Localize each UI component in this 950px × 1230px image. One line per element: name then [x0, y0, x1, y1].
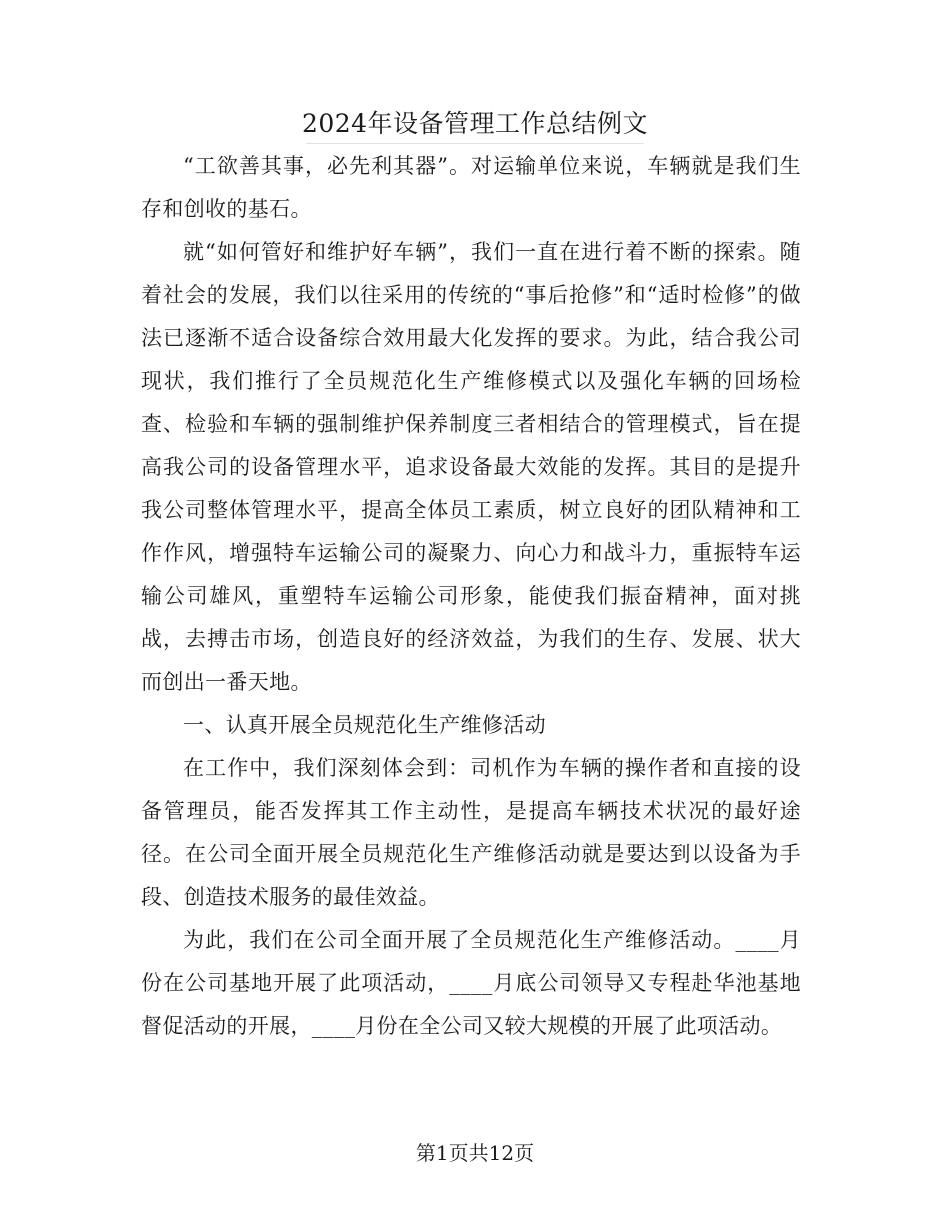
- paragraph-1: “工欲善其事，必先利其器”。对运输单位来说，车辆就是我们生存和创收的基石。: [141, 154, 801, 221]
- section-heading-1: 一、认真开展全员规范化生产维修活动: [183, 713, 546, 737]
- paragraph-3: 在工作中，我们深刻体会到：司机作为车辆的操作者和直接的设备管理员，能否发挥其工作主动性，是提高车辆技术状况的最好途径。在公司全面开展全员规范化生产维修活动就是要达到以设备为手段、创造技术服务的最佳效益。: [141, 756, 801, 909]
- paragraph-4: 为此，我们在公司全面开展了全员规范化生产维修活动。____月份在公司基地开展了此项活动，____月底公司领导又专程赴华池基地督促活动的开展，____月份在全公司又较大规模的开展了此项活动。: [141, 928, 801, 1038]
- document-body: [141, 145, 801, 1048]
- paragraph-2: 就“如何管好和维护好车辆”，我们一直在进行着不断的探索。随着社会的发展，我们以往采用的传统的“事后抢修”和“适时检修”的做法已逐渐不适合设备综合效用最大化发挥的要求。为此，结合我公司现状，我们推行了全员规范化生产维修模式以及强化车辆的回场检查、检验和车辆的强制维护保养制度三者相结合的管理模式，旨在提高我公司的设备管理水平，追求设备最大效能的发挥。其目的是提升我公司整体管理水平，提高全体员工素质，树立良好的团队精神和工作作风，增强特车运输公司的凝聚力、向心力和战斗力，重振特车运输公司雄风，重塑特车运输公司形象，能使我们振奋精神，面对挑战，去搏击市场，创造良好的经济效益，为我们的生存、发展、状大而创出一番天地。: [141, 240, 801, 694]
- title-underline: [306, 143, 644, 144]
- page-number: 第1页共12页: [415, 1141, 535, 1165]
- document-title: 2024年设备管理工作总结例文: [301, 109, 649, 138]
